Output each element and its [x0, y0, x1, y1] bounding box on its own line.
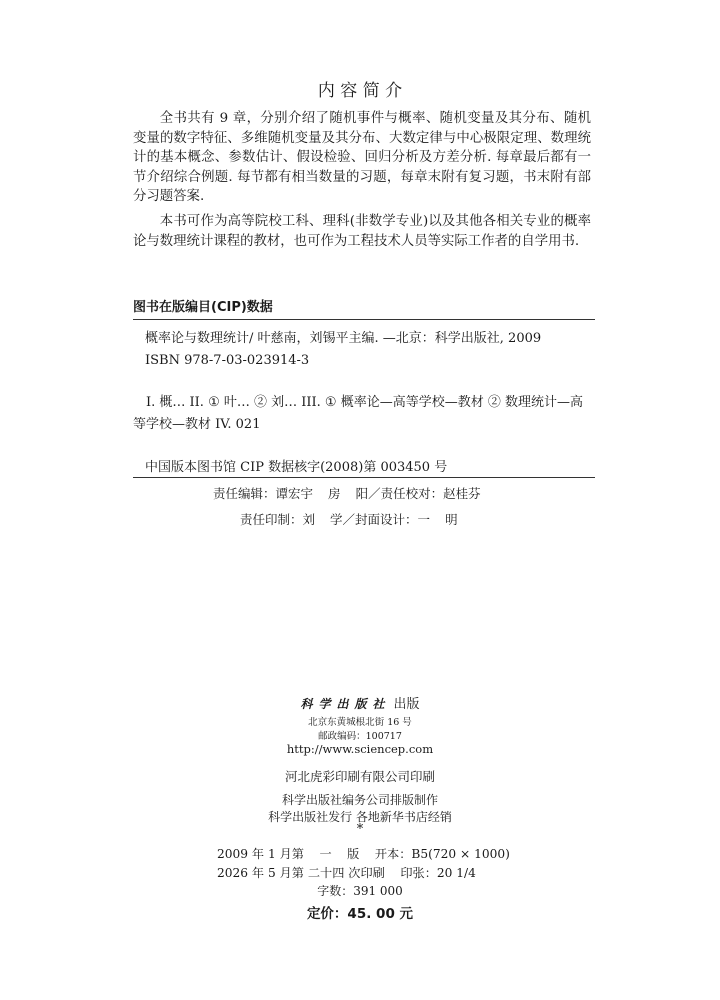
cip-classification: I. 概… II. ① 叶… ② 刘… III. ① 概率论—高等学校—教材 ② 数理统计—高等学校—教材 IV. 021 [133, 395, 583, 432]
summary-paragraph-2: 本书可作为高等院校工科、理科(非数学专业)以及其他各相关专业的概率论与数理统计课程的教材，也可作为工程技术人员等实际工作者的自学用书. [133, 214, 591, 249]
price: 定价：45. 00 元 [306, 906, 414, 922]
cip-heading: 图书在版编目(CIP)数据 [133, 300, 273, 315]
cip-bottom-rule [133, 477, 595, 478]
publisher-line [0, 693, 720, 712]
cip-top-rule [133, 319, 595, 320]
distribution-line: 科学出版社发行 各地新华书店经销 [268, 810, 452, 824]
publisher-postcode: 邮政编码：100717 [318, 731, 402, 742]
publisher-url: http://www.sciencep.com [286, 742, 434, 756]
summary-paragraph-1: 全书共有 9 章，分别介绍了随机事件与概率、随机变量及其分布、随机变量的数字特征、多维随机变量及其分布、大数定律与中心极限定理、数理统计的基本概念、参数估计、假设检验、回归分析及方差分析. 每章最后都有一节介绍综合例题. 每节都有相当数量的习题，每章末附有复习题，书末附有部分习题答案. [133, 111, 591, 204]
cip-isbn: ISBN 978-7-03-023914-3 [145, 353, 310, 368]
publisher-logo: 科学出版社 [300, 697, 391, 711]
publisher-suffix: 出版 [393, 697, 420, 712]
printer-line: 河北虎彩印刷有限公司印刷 [284, 769, 435, 784]
publisher-address: 北京东黄城根北街 16 号 [308, 717, 412, 728]
separator-star: * [356, 822, 364, 837]
cip-record-number: 中国版本图书馆 CIP 数据核字(2008)第 003450 号 [145, 460, 448, 475]
printing-line: 2026 年 5 月第 二十四 次印刷 印张：20 1/4 [217, 866, 476, 880]
production-credits: 责任印制：刘 学／封面设计：一 明 [240, 512, 458, 527]
typesetting-line: 科学出版社编务公司排版制作 [281, 793, 438, 807]
word-count: 字数：391 000 [317, 884, 403, 898]
cip-title-line: 概率论与数理统计/ 叶慈南，刘锡平主编. —北京：科学出版社, 2009 [145, 331, 542, 346]
editor-credits: 责任编辑：谭宏宇 房 阳／责任校对：赵桂芬 [213, 486, 481, 501]
edition-line: 2009 年 1 月第 一 版 开本：B5(720 × 1000) [217, 847, 510, 861]
summary-title: 内 容 简 介 [317, 81, 403, 101]
